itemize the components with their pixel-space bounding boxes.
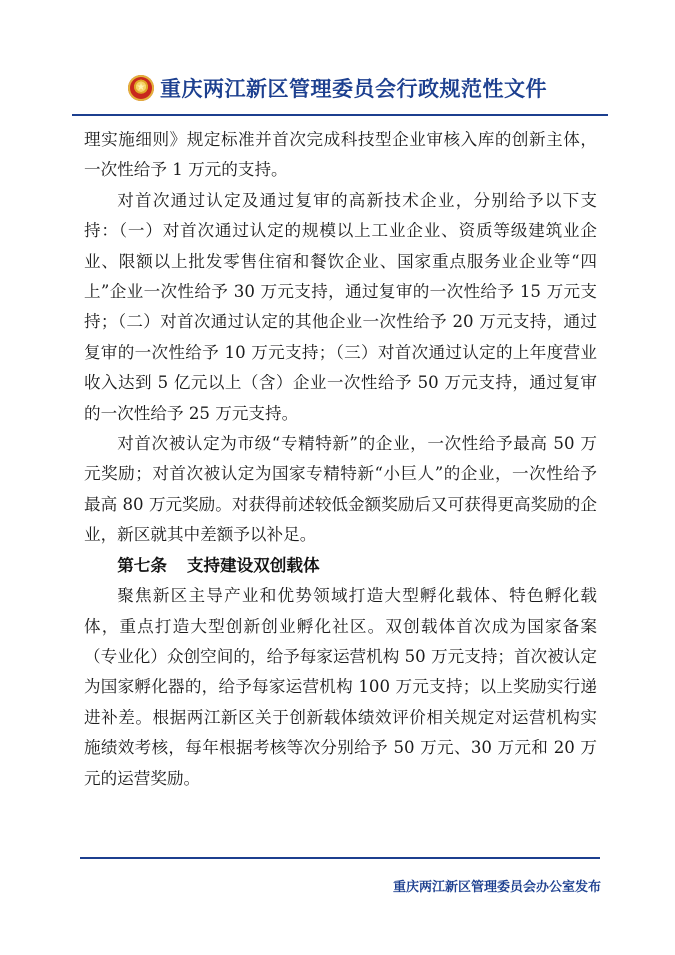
national-emblem-icon: ★ [128,75,154,101]
paragraph-incubator: 聚焦新区主导产业和优势领域打造大型孵化载体、特色孵化载体，重点打造大型创新创业孵化社区。双创载体首次成为国家备案（专业化）众创空间的，给予每家运营机构 50 万元支持；首次被认定为国家孵化器的，给予每家运营机构 100 万元支持；以上奖励实行递进补差。根据两江新区关于创新载体绩效评价相关规定对运营机构实施绩效考核，每年根据考核等次分别给予 50 万元、30 万元和 20 万元的运营奖励。 [84,586,597,788]
document-body [84,125,597,794]
header-divider [72,114,608,116]
article-number: 第七条 [117,555,167,575]
paragraph-continued: 理实施细则》规定标准并首次完成科技型企业审核入库的创新主体，一次性给予 1 万元的支持。 [84,130,597,180]
paragraph-high-tech: 对首次通过认定及通过复审的高新技术企业，分别给予以下支持：（一）对首次通过认定的规模以上工业企业、资质等级建筑业企业、限额以上批发零售住宿和餐饮企业、国家重点服务业企业等“四上”企业一次性给予 30 万元支持，通过复审的一次性给予 15 万元支持；（二）对首次通过认定的其他企业一次性给予 20 万元支持，通过复审的一次性给予 10 万元支持；（三）对首次通过认定的上年度营业收入达到 5 亿元以上（含）企业一次性给予 50 万元支持，通过复审的一次性给予 25 万元支持。 [84,190,597,423]
header-title: 重庆两江新区管理委员会行政规范性文件 [160,77,547,101]
article-heading [84,551,597,581]
footer-divider [80,857,600,859]
paragraph-specialized: 对首次被认定为市级“专精特新”的企业，一次性给予最高 50 万元奖励；对首次被认定为国家专精特新“小巨人”的企业，一次性给予最高 80 万元奖励。对获得前述较低金额奖励后又可获得更高奖励的企业，新区就其中差额予以补足。 [84,434,597,545]
article-title: 支持建设双创载体 [186,555,320,575]
footer-publisher: 重庆两江新区管理委员会办公室发布 [392,880,601,895]
document-header [0,73,675,103]
